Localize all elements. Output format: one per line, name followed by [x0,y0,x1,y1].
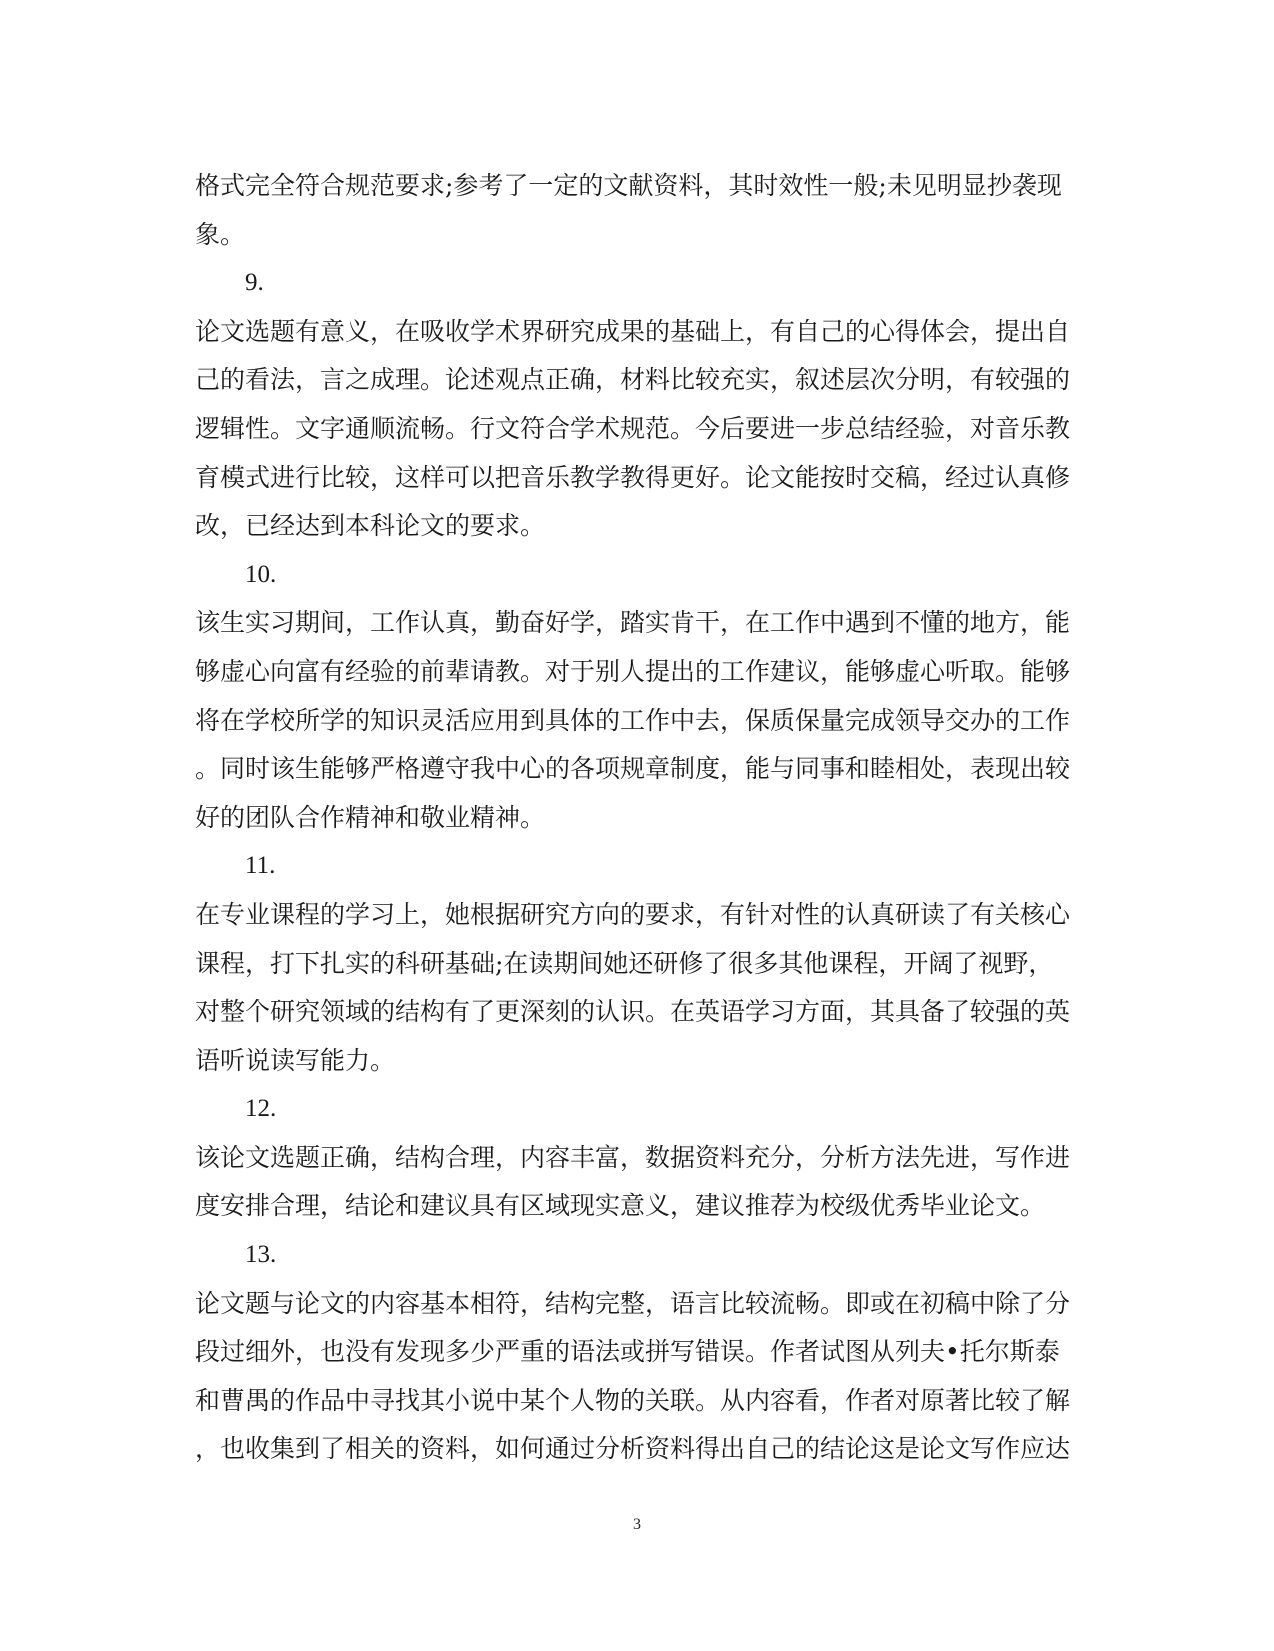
text-line: 和曹禺的作品中寻找其小说中某个人物的关联。从内容看，作者对原著比较了解 [195,1385,1071,1415]
text-line: 育模式进行比较，这样可以把音乐教学教得更好。论文能按时交稿，经过认真修 [195,462,1071,492]
text-line: ，也收集到了相关的资料，如何通过分析资料得出自己的结论这是论文写作应达 [195,1434,1071,1464]
text-line: 该论文选题正确，结构合理，内容丰富，数据资料充分，分析方法先进，写作进 [195,1142,1071,1172]
text-line: 课程，打下扎实的科研基础;在读期间她还研修了很多其他课程，开阔了视野， [195,948,1054,978]
text-line: 够虚心向富有经验的前辈请教。对于别人提出的工作建议，能够虚心听取。能够 [195,656,1071,686]
text-line: 语听说读写能力。 [195,1045,396,1075]
text-line: 象。 [195,219,246,249]
text-line: 段过细外，也没有发现多少严重的语法或拼写错误。作者试图从列夫•托尔斯泰 [195,1337,1060,1367]
text-line: 。同时该生能够严格遵守我中心的各项规章制度，能与同事和睦相处，表现出较 [195,754,1071,784]
text-line: 己的看法，言之成理。论述观点正确，材料比较充实，叙述层次分明，有较强的 [195,365,1071,395]
text-line: 对整个研究领域的结构有了更深刻的认识。在英语学习方面，其具备了较强的英 [195,997,1071,1027]
item-number: 12. [245,1095,277,1123]
text-line: 论文选题有意义，在吸收学术界研究成果的基础上，有自己的心得体会，提出自 [195,316,1071,346]
item-number: 10. [245,560,277,588]
text-line: 好的团队合作精神和敬业精神。 [195,802,546,832]
text-line: 改，已经达到本科论文的要求。 [195,511,546,541]
item-number: 13. [245,1241,277,1269]
item-number: 9. [245,269,264,297]
text-line: 格式完全符合规范要求;参考了一定的文献资料，其时效性一般;未见明显抄袭现 [195,171,1062,200]
text-line: 将在学校所学的知识灵活应用到具体的工作中去，保质保量完成领导交办的工作 [195,705,1071,735]
text-line: 度安排合理，结论和建议具有区域现实意义，建议推荐为校级优秀毕业论文。 [195,1191,1046,1221]
text-line: 论文题与论文的内容基本相符，结构完整，语言比较流畅。即或在初稿中除了分 [195,1288,1071,1318]
text-line: 该生实习期间，工作认真，勤奋好学，踏实肯干，在工作中遇到不懂的地方，能 [195,608,1071,638]
item-number: 11. [245,852,276,880]
page-number: 3 [633,1516,641,1533]
text-line: 在专业课程的学习上，她根据研究方向的要求，有针对性的认真研读了有关核心 [195,899,1071,929]
document-body [195,162,1075,1474]
text-line: 逻辑性。文字通顺流畅。行文符合学术规范。今后要进一步总结经验，对音乐教 [195,413,1071,443]
